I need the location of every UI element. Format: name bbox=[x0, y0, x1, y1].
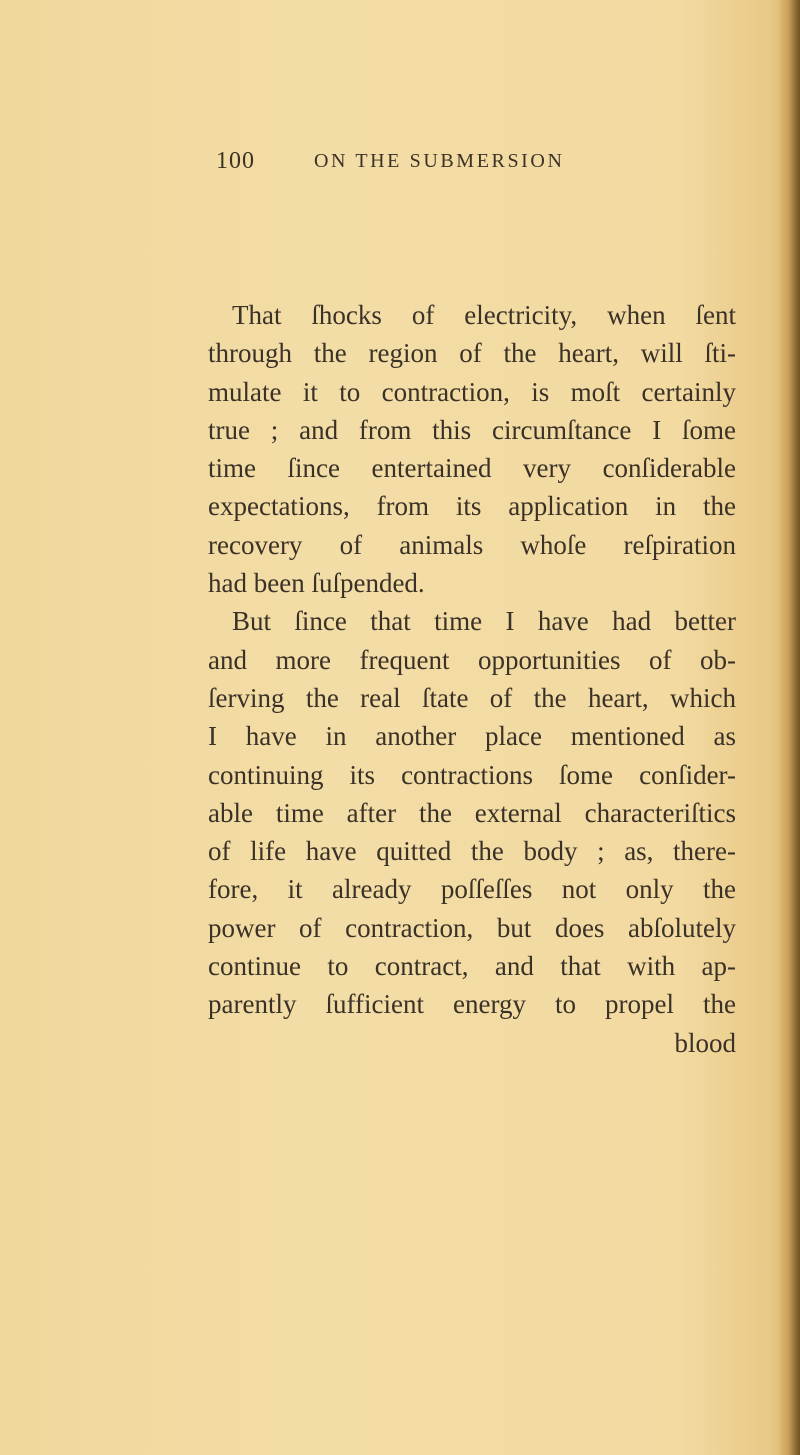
text-line: time ſince entertained very conſiderable bbox=[208, 453, 736, 484]
text-line: fore, it already poſſeſſes not only the bbox=[208, 874, 736, 905]
text-line: ſerving the real ſtate of the heart, which bbox=[208, 682, 736, 713]
running-head bbox=[216, 148, 696, 176]
text-line: of life have quitted the body ; as, there- bbox=[208, 836, 736, 867]
text-line: had been ſuſpended. bbox=[208, 568, 425, 599]
text-line: recovery of animals whoſe reſpiration bbox=[208, 529, 736, 560]
page-number: 100 bbox=[216, 148, 255, 174]
text-line: mulate it to contraction, is moſt certainly bbox=[208, 376, 736, 407]
body-text bbox=[208, 296, 736, 1062]
text-line: true ; and from this circumſtance I ſome bbox=[208, 414, 736, 445]
text-line: through the region of the heart, will ſti- bbox=[208, 338, 736, 369]
text-line: That ſhocks of electricity, when ſent bbox=[232, 300, 736, 330]
page-edge bbox=[778, 0, 800, 1455]
text-line: But ſince that time I have had better bbox=[232, 606, 736, 637]
text-line: expectations, from its application in the bbox=[208, 491, 736, 522]
text-line: able time after the external characteriſtics bbox=[208, 797, 736, 828]
text-line: continue to contract, and that with ap- bbox=[208, 951, 736, 982]
text-line: power of contraction, but does abſolutely bbox=[208, 912, 736, 943]
text-line: I have in another place mentioned as bbox=[208, 721, 736, 752]
catchword: blood bbox=[674, 1027, 736, 1058]
running-head-title: ON THE SUBMERSION bbox=[314, 150, 565, 172]
text-line: continuing its contractions ſome conſider- bbox=[208, 759, 736, 790]
text-line: parently ſufficient energy to propel the bbox=[208, 989, 736, 1020]
text-line: and more frequent opportunities of ob- bbox=[208, 644, 736, 675]
